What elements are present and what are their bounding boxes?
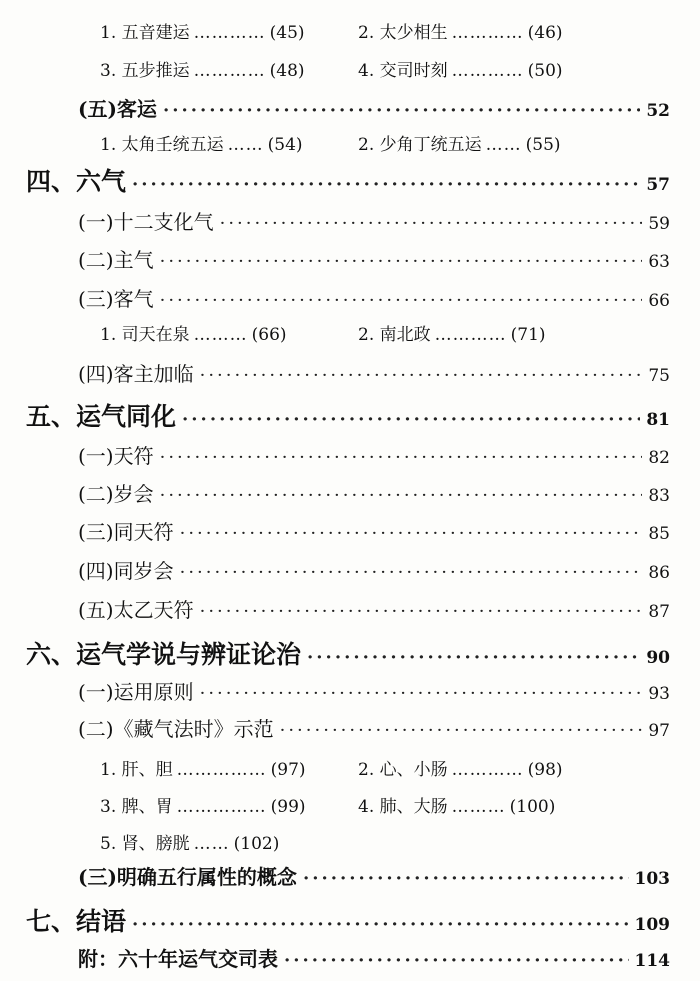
toc-section: [78, 713, 670, 742]
toc-section: [78, 283, 670, 312]
toc-entry-title: (五)太乙天符: [78, 598, 194, 622]
dot-leader: [307, 647, 640, 668]
toc-section: [78, 478, 670, 507]
dot-leader: …………: [451, 61, 524, 81]
dot-leader: [200, 683, 643, 704]
toc-entry-title: (一)运用原则: [78, 680, 194, 704]
toc-subentry: [100, 130, 303, 155]
toc-entry-title: 3. 脾、胃: [100, 797, 173, 817]
dot-leader: [132, 914, 628, 935]
dot-leader: [280, 720, 643, 741]
toc-page-number: 114: [634, 951, 670, 971]
toc-entry-title: (三)明确五行属性的概念: [78, 865, 297, 889]
toc-page-number: (98): [527, 760, 563, 780]
toc-page-number: (48): [269, 61, 305, 81]
toc-subentry: [100, 56, 305, 81]
toc-subentry: [358, 755, 563, 780]
toc-subentry: [100, 320, 287, 345]
toc-entry-title: 七、结语: [26, 907, 127, 936]
toc-page-number: (66): [251, 325, 287, 345]
toc-chapter: [26, 162, 670, 198]
toc-entry-title: (三)同天符: [78, 520, 174, 544]
toc-page-number: (99): [270, 797, 306, 817]
toc-entry-title: (四)客主加临: [78, 362, 194, 386]
toc-entry-title: 五、运气同化: [26, 402, 177, 431]
toc-page-number: (102): [233, 834, 280, 854]
toc-entry-title: 3. 五步推运: [100, 61, 190, 81]
toc-section: [78, 206, 670, 235]
dot-leader: [200, 365, 643, 386]
dot-leader: ……: [193, 834, 230, 854]
toc-subentry: [358, 56, 563, 81]
toc-page-number: 90: [646, 648, 670, 668]
dot-leader: [160, 251, 643, 272]
dot-leader: ……………: [176, 760, 267, 780]
toc-page-number: 83: [648, 486, 670, 506]
toc-section: [78, 440, 670, 469]
toc-page-number: 57: [646, 175, 670, 195]
dot-leader: ……………: [176, 797, 267, 817]
toc-entry-title: 附：六十年运气交司表: [78, 947, 278, 971]
toc-page-number: 66: [648, 291, 670, 311]
dot-leader: ……: [485, 135, 522, 155]
toc-entry-title: 1. 司天在泉: [100, 325, 190, 345]
toc-subentry: [358, 130, 561, 155]
dot-leader: [132, 174, 640, 195]
dot-leader: …………: [451, 760, 524, 780]
toc-page-number: (55): [525, 135, 561, 155]
dot-leader: [180, 562, 643, 583]
toc-page-number: 87: [648, 602, 670, 622]
toc-entry-title: 2. 南北政: [358, 325, 431, 345]
toc-page-number: 86: [648, 563, 670, 583]
toc-subentry: [100, 829, 279, 854]
toc-page-number: 93: [648, 684, 670, 704]
dot-leader: [160, 485, 643, 506]
toc-page-number: 59: [648, 214, 670, 234]
toc-subentry: [358, 792, 555, 817]
toc-page-number: 63: [648, 252, 670, 272]
dot-leader: …………: [434, 325, 507, 345]
toc-page-number: 75: [648, 366, 670, 386]
toc-page-number: 81: [646, 410, 670, 430]
toc-section: [78, 555, 670, 584]
dot-leader: [160, 290, 643, 311]
toc-page-number: 97: [648, 721, 670, 741]
dot-leader: [160, 447, 643, 468]
toc-subentry: [358, 320, 546, 345]
toc-page-number: (50): [527, 61, 563, 81]
toc-subentry: [100, 792, 306, 817]
toc-entry-title: (二)主气: [78, 248, 154, 272]
dot-leader: [284, 950, 629, 971]
dot-leader: ………: [451, 797, 506, 817]
toc-entry-title: (五)客运: [78, 97, 157, 121]
dot-leader: ……: [227, 135, 264, 155]
toc-entry-title: 1. 太角壬统五运: [100, 135, 224, 155]
toc-subentry: [358, 18, 563, 43]
dot-leader: [180, 523, 643, 544]
dot-leader: …………: [193, 61, 266, 81]
dot-leader: …………: [193, 23, 266, 43]
toc-entry-title: (三)客气: [78, 287, 154, 311]
dot-leader: …………: [451, 23, 524, 43]
toc-page-number: 85: [648, 524, 670, 544]
dot-leader: [303, 868, 629, 889]
toc-entry-title: 六、运气学说与辨证论治: [26, 640, 302, 669]
toc-entry-title: (一)十二支化气: [78, 210, 214, 234]
toc-chapter: [26, 397, 670, 433]
toc-page-number: 109: [634, 915, 670, 935]
toc-subentry: [100, 18, 305, 43]
toc-chapter: [26, 902, 670, 938]
toc-entry-title: 4. 肺、大肠: [358, 797, 448, 817]
dot-leader: [200, 601, 643, 622]
dot-leader: [163, 100, 640, 121]
toc-entry-title: (四)同岁会: [78, 559, 174, 583]
toc-page-number: 103: [634, 869, 670, 889]
toc-subentry: [100, 755, 306, 780]
toc-entry-title: 5. 肾、膀胱: [100, 834, 190, 854]
toc-entry-title: 4. 交司时刻: [358, 61, 448, 81]
toc-section: [78, 861, 670, 890]
toc-entry-title: 1. 肝、胆: [100, 760, 173, 780]
toc-page-number: (97): [270, 760, 306, 780]
toc-section: [78, 676, 670, 705]
toc-entry-title: 2. 太少相生: [358, 23, 448, 43]
toc-page-number: (45): [269, 23, 305, 43]
toc-page-number: (46): [527, 23, 563, 43]
toc-section: [78, 358, 670, 387]
toc-entry-title: 2. 少角丁统五运: [358, 135, 482, 155]
toc-section: [78, 244, 670, 273]
toc-entry-title: 1. 五音建运: [100, 23, 190, 43]
toc-section: [78, 943, 670, 972]
toc-entry-title: (二)《藏气法时》示范: [78, 717, 274, 741]
toc-chapter: [26, 635, 670, 671]
toc-page-number: (100): [509, 797, 556, 817]
toc-page-number: 82: [648, 448, 670, 468]
toc-page-number: 52: [646, 101, 670, 121]
toc-section: [78, 594, 670, 623]
toc-page-number: (71): [510, 325, 546, 345]
toc-entry-title: (一)天符: [78, 444, 154, 468]
toc-section: [78, 516, 670, 545]
dot-leader: ………: [193, 325, 248, 345]
dot-leader: [182, 409, 640, 430]
toc-section: [78, 93, 670, 122]
dot-leader: [220, 213, 643, 234]
toc-entry-title: (二)岁会: [78, 482, 154, 506]
toc-page-number: (54): [267, 135, 303, 155]
toc-entry-title: 2. 心、小肠: [358, 760, 448, 780]
toc-entry-title: 四、六气: [26, 167, 127, 196]
